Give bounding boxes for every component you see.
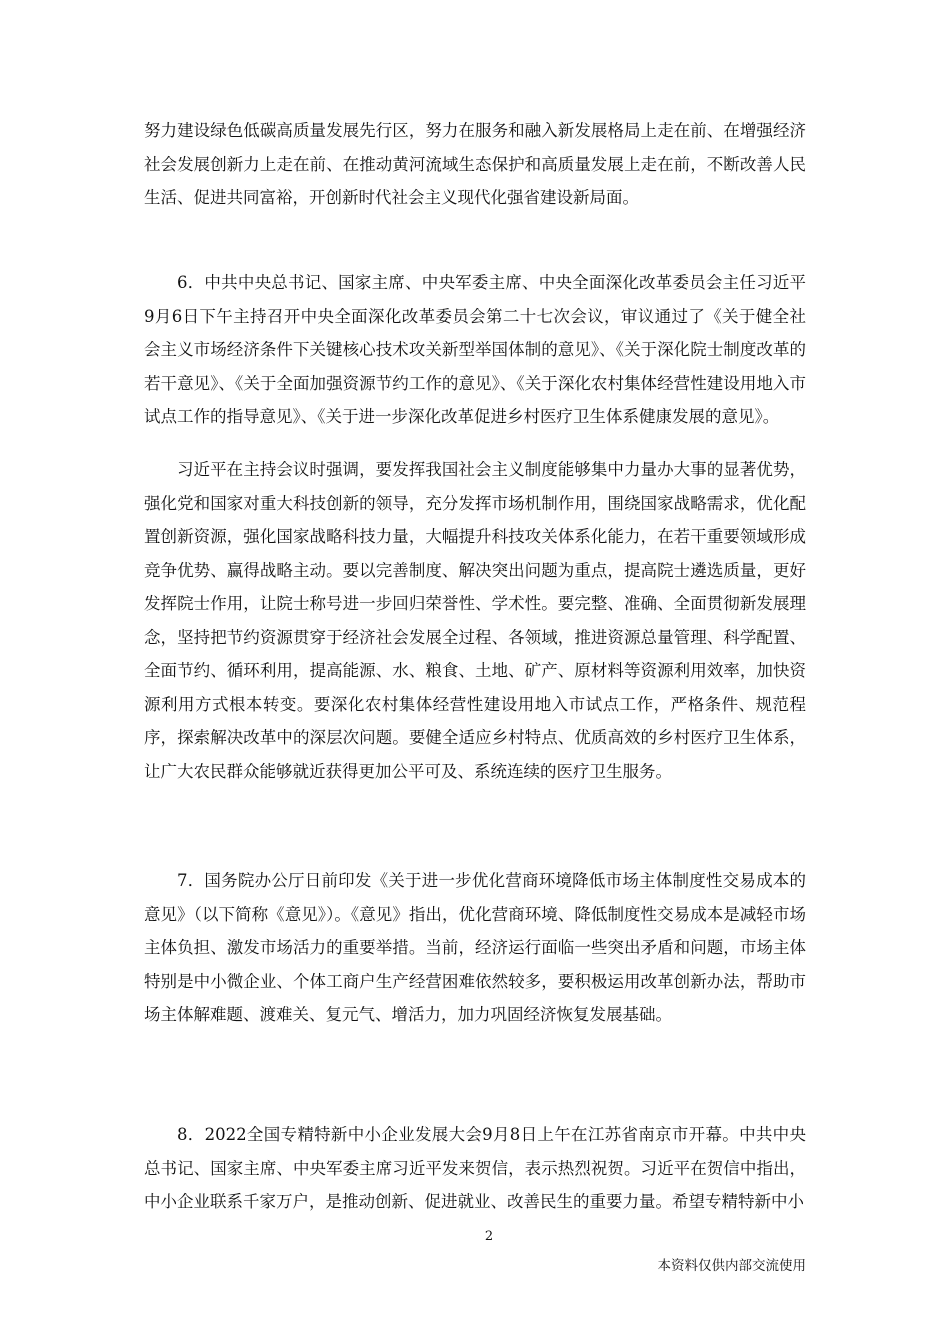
paragraph-item-7: 7．国务院办公厅日前印发《关于进一步优化营商环境降低市场主体制度性交易成本的意见》（以下简称《意见》）。《意见》指出，优化营商环境、降低制度性交易成本是减轻市场主体负担、激发市场活力的重要举措。当前，经济运行面临一些突出矛盾和问题，市场主体特别是中小微企业、个体工商户生产经营困难依然较多，要积极运用改革创新办法，帮助市场主体解难题、渡难关、复元气、增活力，加力巩固经济恢复发展基础。 (144, 871, 806, 1024)
paragraph-item-6-remarks: 习近平在主持会议时强调，要发挥我国社会主义制度能够集中力量办大事的显著优势，强化党和国家对重大科技创新的领导，充分发挥市场机制作用，围绕国家战略需求，优化配置创新资源，强化国家战略科技力量，大幅提升科技攻关体系化能力，在若干重要领域形成竞争优势、赢得战略主动。要以完善制度、解决突出问题为重点，提高院士遴选质量，更好发挥院士作用，让院士称号进一步回归荣誉性、学术性。要完整、准确、全面贯彻新发展理念，坚持把节约资源贯穿于经济社会发展全过程、各领域，推进资源总量管理、科学配置、全面节约、循环利用，提高能源、水、粮食、土地、矿产、原材料等资源利用效率，加快资源利用方式根本转变。要深化农村集体经营性建设用地入市试点工作，严格条件、规范程序，探索解决改革中的深层次问题。要健全适应乡村特点、优质高效的乡村医疗卫生体系，让广大农民群众能够就近获得更加公平可及、系统连续的医疗卫生服务。 (144, 460, 806, 781)
page-number: 2 (484, 1229, 494, 1244)
footer-note: 本资料仅供内部交流使用 (657, 1258, 806, 1274)
paragraph-item-6: 6．中共中央总书记、国家主席、中央军委主席、中央全面深化改革委员会主任习近平9月6日下午主持召开中央全面深化改革委员会第二十七次会议，审议通过了《关于健全社会主义市场经济条件下关键核心技术攻关新型举国体制的意见》、《关于深化院士制度改革的若干意见》、《关于全面加强资源节约工作的意见》、《关于深化农村集体经营性建设用地入市试点工作的指导意见》、《关于进一步深化改革促进乡村医疗卫生体系健康发展的意见》。 (144, 273, 806, 426)
paragraph-item-8: 8．2022全国专精特新中小企业发展大会9月8日上午在江苏省南京市开幕。中共中央总书记、国家主席、中央军委主席习近平发来贺信，表示热烈祝贺。习近平在贺信中指出，中小企业联系千家万户，是推动创新、促进就业、改善民生的重要力量。希望专精特新中小 (144, 1125, 806, 1211)
paragraph-continuation: 努力建设绿色低碳高质量发展先行区，努力在服务和融入新发展格局上走在前、在增强经济社会发展创新力上走在前、在推动黄河流域生态保护和高质量发展上走在前，不断改善人民生活、促进共同富裕，开创新时代社会主义现代化强省建设新局面。 (144, 121, 806, 207)
